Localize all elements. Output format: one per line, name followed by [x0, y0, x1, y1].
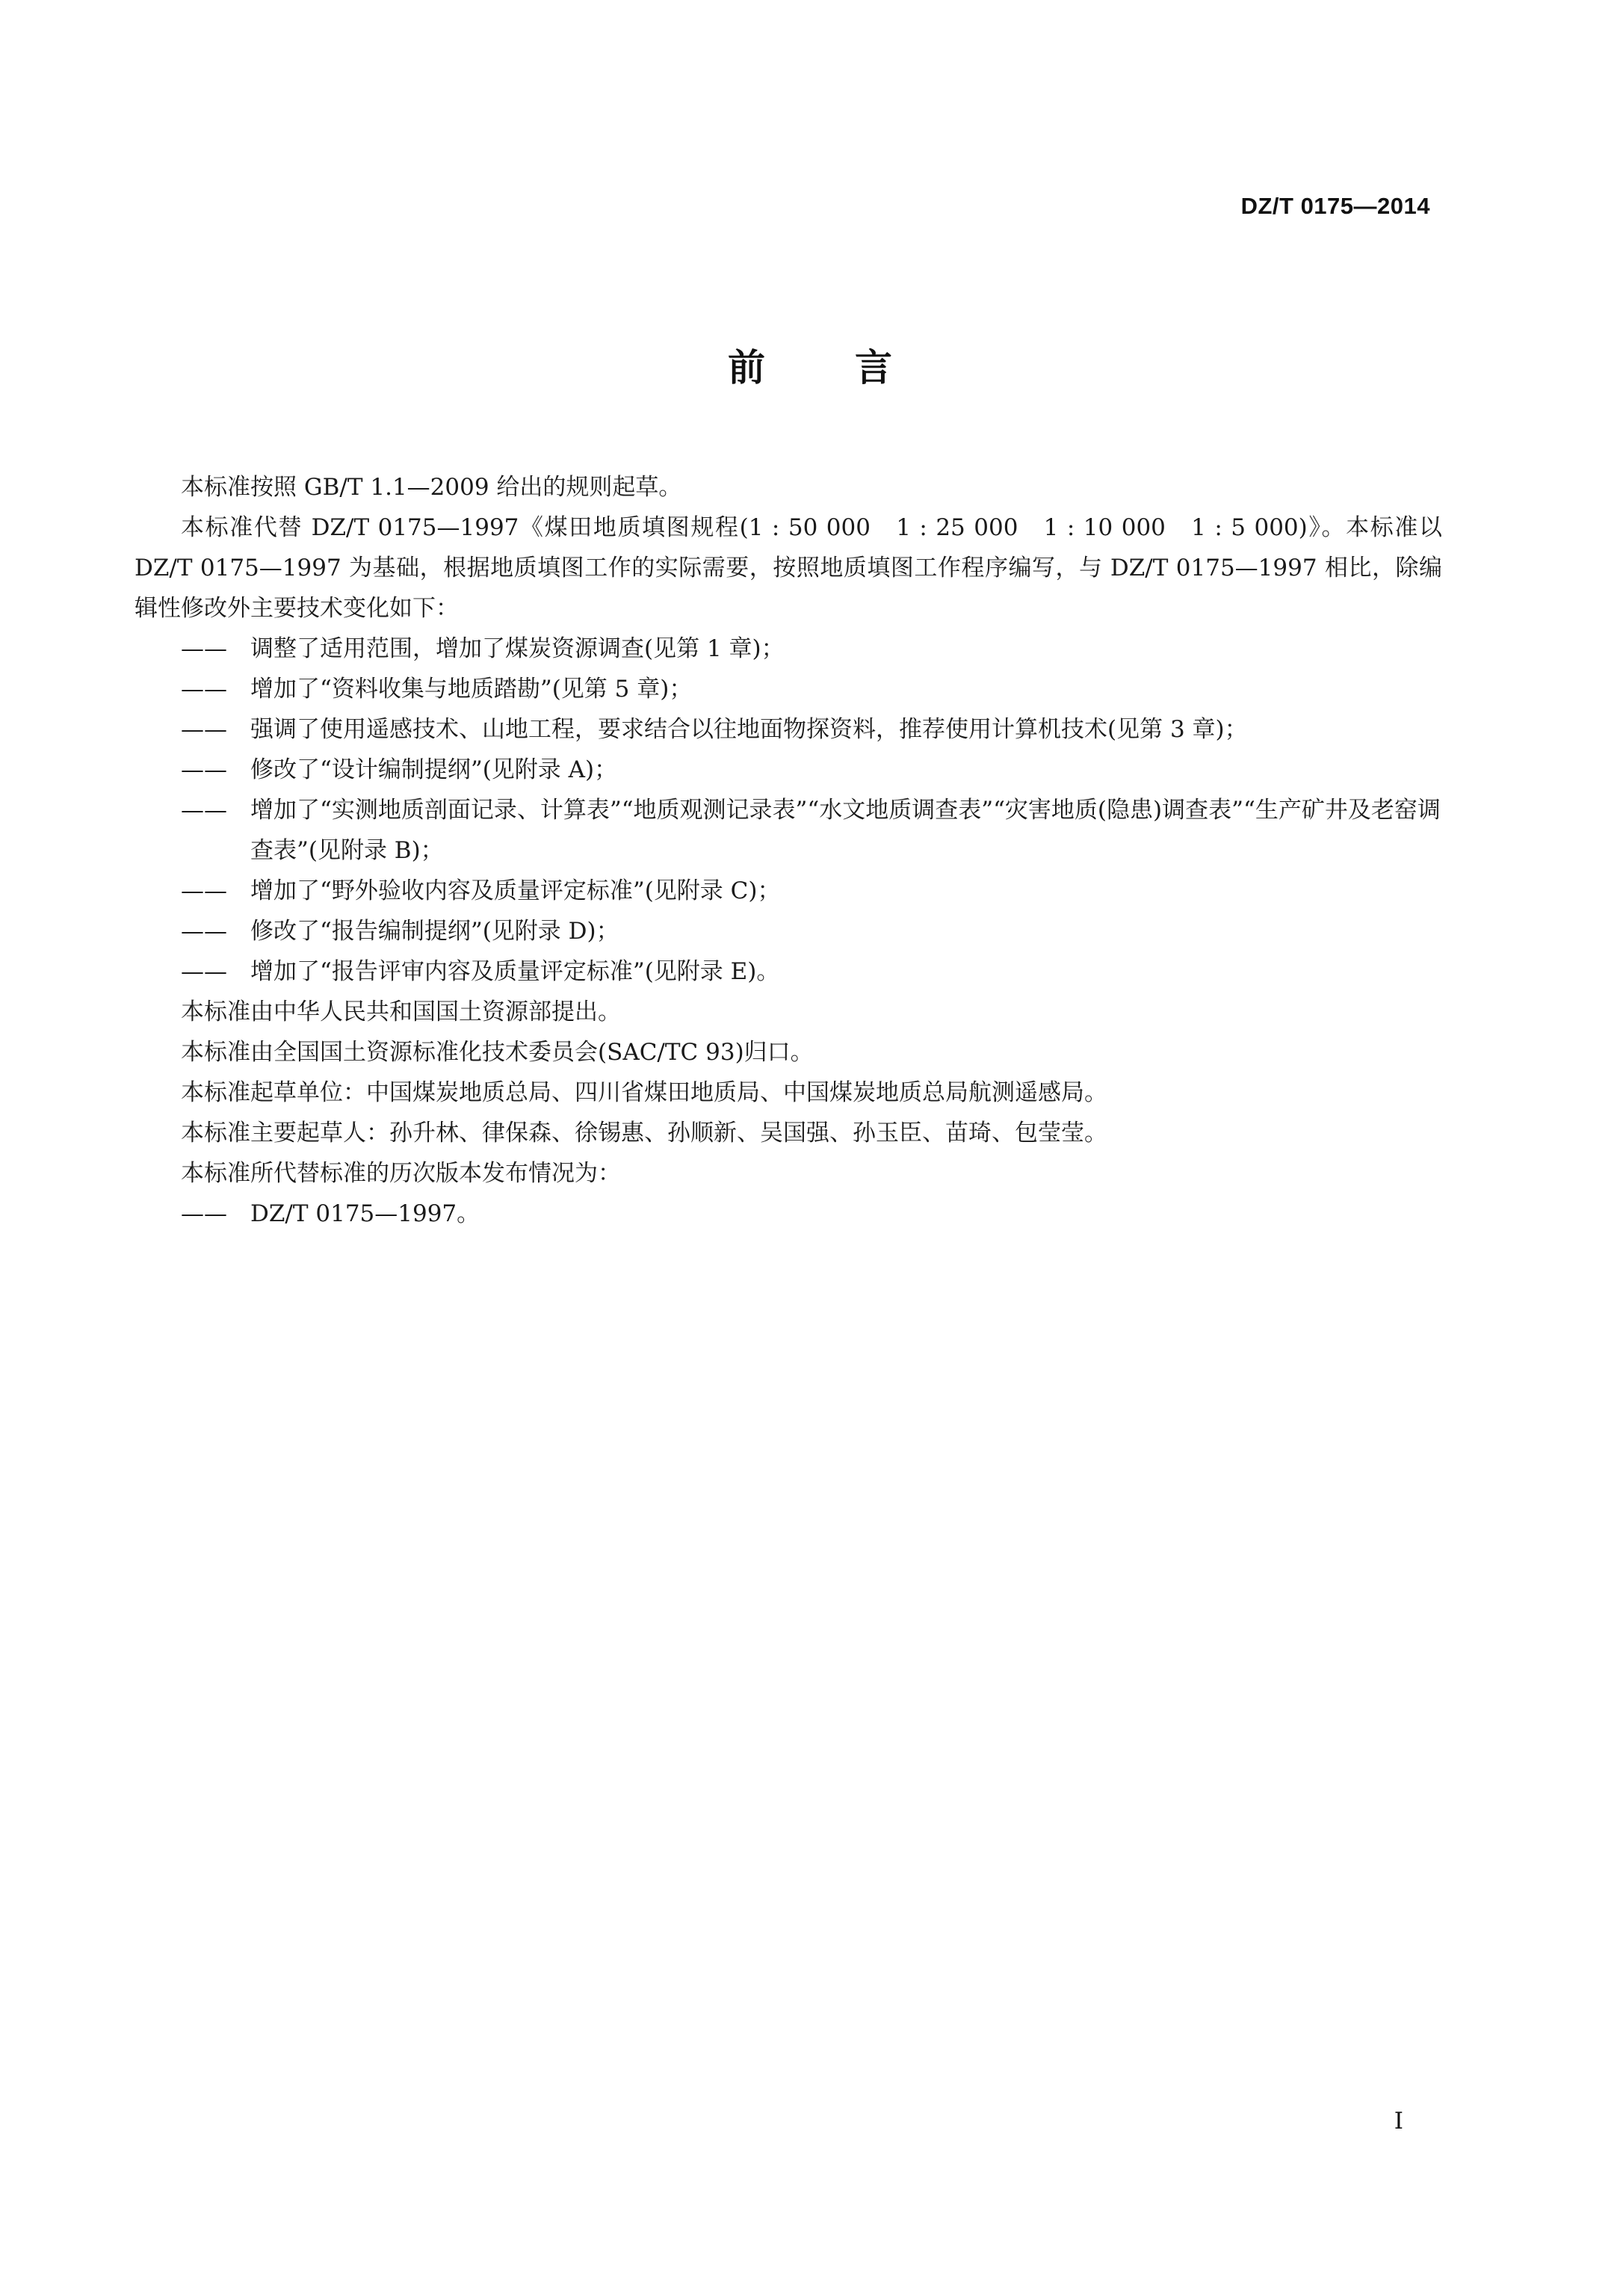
technical-changes-list [135, 629, 1442, 992]
dash-marker: —— [181, 918, 227, 945]
list-item: —— 调整了适用范围，增加了煤炭资源调查(见第 1 章)； [135, 629, 1442, 669]
paragraph-proposer: 本标准由中华人民共和国国土资源部提出。 [181, 999, 621, 1025]
paragraph-drafting-units: 本标准起草单位：中国煤炭地质总局、四川省煤田地质局、中国煤炭地质总局航测遥感局。 [181, 1079, 1107, 1106]
dash-marker: —— [181, 797, 227, 824]
list-item: —— 增加了“资料收集与地质踏勘”(见第 5 章)； [135, 669, 1442, 709]
paragraph-main-drafters: 本标准主要起草人：孙升林、律保森、徐锡惠、孙顺新、吴国强、孙玉臣、苗琦、包莹莹。 [181, 1120, 1107, 1147]
dash-marker: —— [181, 877, 227, 904]
dash-marker: —— [181, 676, 227, 703]
paragraph-drafting-rules: 本标准按照 GB/T 1.1—2009 给出的规则起草。 [181, 474, 682, 501]
page-number: I [1394, 2108, 1403, 2135]
list-item: —— 增加了“实测地质剖面记录、计算表”“地质观测记录表”“水文地质调查表”“灾害地质(隐患)调查表”“生产矿井及老窑调查表”(见附录 B)； [135, 790, 1442, 871]
list-item: —— 修改了“报告编制提纲”(见附录 D)； [135, 911, 1442, 951]
standard-code-header: DZ/T 0175—2014 [1240, 193, 1430, 219]
dash-marker: —— [181, 756, 227, 783]
list-item: —— 增加了“野外验收内容及质量评定标准”(见附录 C)； [135, 871, 1442, 911]
paragraph-technical-committee: 本标准由全国国土资源标准化技术委员会(SAC/TC 93)归口。 [181, 1039, 814, 1066]
dash-marker: —— [181, 716, 227, 743]
list-item: —— 增加了“报告评审内容及质量评定标准”(见附录 E)。 [135, 951, 1442, 992]
paragraph-replacement-statement: 本标准代替 DZ/T 0175—1997《煤田地质填图规程(1 : 50 000 1 : 25 000 1 : 10 000 1 : 5 000)》。本标准以 DZ/T 0175—1997 为基础，根据地质填图工作的实际需要，按照地质填图工作程序编写，与 DZ/T 0175—1997 相比，除编辑性修改外主要技术变化如下： [135, 514, 1442, 622]
dash-marker: —— [181, 958, 227, 985]
dash-marker: —— [181, 1200, 227, 1227]
list-item: —— 修改了“设计编制提纲”(见附录 A)； [135, 750, 1442, 790]
foreword-body [135, 467, 1442, 1234]
list-item: —— 强调了使用遥感技术、山地工程，要求结合以往地面物探资料，推荐使用计算机技术(见第 3 章)； [135, 709, 1442, 750]
page-title: 前言 [728, 346, 982, 389]
version-history-list [135, 1194, 1442, 1234]
list-item: —— DZ/T 0175—1997。 [135, 1194, 1442, 1234]
dash-marker: —— [181, 635, 227, 662]
paragraph-version-history-intro: 本标准所代替标准的历次版本发布情况为： [181, 1160, 621, 1187]
